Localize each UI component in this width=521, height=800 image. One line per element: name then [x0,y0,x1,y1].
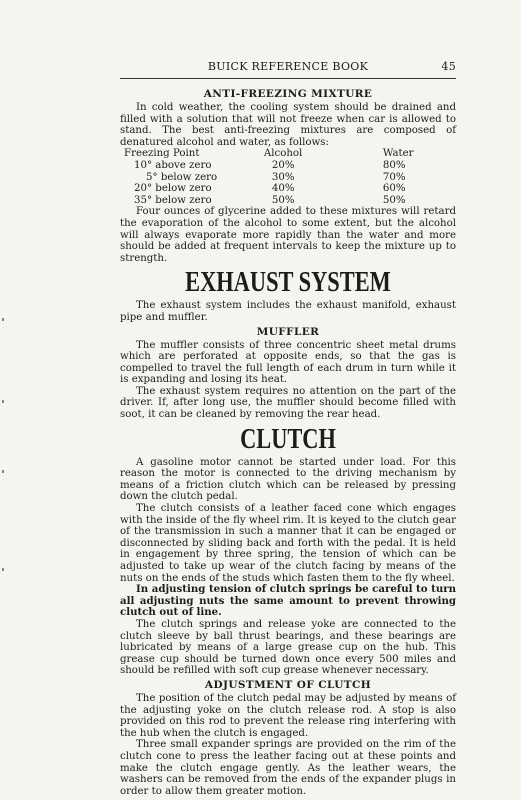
margin-mark [2,568,4,571]
page-body [120,86,456,797]
table-cell: 60% [382,183,406,195]
table-cell: 35° below zero [134,194,212,206]
chapter-heading-exhaust: EXHAUST SYSTEM [185,267,391,299]
book-title: BUICK REFERENCE BOOK [207,60,369,73]
page-number: 45 [441,60,456,73]
table-cell: 20° below zero [134,183,212,195]
margin-mark [2,318,4,321]
table-header: Freezing Point [124,148,200,160]
table-row [124,183,456,195]
table-cell: 70% [382,171,406,183]
adjustment-paragraph: The position of the clutch pedal may be adjusted by means of the adjusting yoke on the clutch release rod. A stop is also provided on this rod to prevent the release ring interfering with the hub when the clutch is engaged. [120,692,456,739]
table-header: Water [382,148,414,160]
anti-freezing-intro: In cold weather, the cooling system should be drained and filled with a solution that will not freeze when car is allowed to stand. The best anti-freezing mixtures are composed of denatured alcohol and water, as follows: [120,102,456,148]
table-row [124,160,456,172]
table-cell: 50% [271,194,295,206]
margin-mark [2,470,4,473]
table-row [124,172,456,184]
freezing-table [124,148,456,206]
chapter-heading-clutch: CLUTCH [240,423,336,455]
table-cell: 5° below zero [146,171,218,183]
section-heading-adjustment: ADJUSTMENT OF CLUTCH [204,678,372,691]
clutch-paragraph: A gasoline motor cannot be started under load. For this reason the motor is connected to the driving mechanism by means of a friction clutch which can be released by pressing down the clutch pedal. [120,456,456,503]
table-cell: 30% [271,171,295,183]
section-heading-muffler: MUFFLER [256,325,320,338]
muffler-paragraph: The muffler consists of three concentric sheet metal drums which are perforated at opposite ends, so that the gas is compelled to travel the full length of each drum in turn while it is expanding and losing its heat. [120,339,456,386]
table-row [124,195,456,207]
anti-freezing-after: Four ounces of glycerine added to these mixtures will retard the evaporation of the alcohol to some extent, but the alcohol will always evaporate more rapidly than the water and more should be added at frequent intervals to keep the mixture up to strength. [120,206,456,264]
table-cell: 50% [382,194,406,206]
clutch-paragraph: The clutch springs and release yoke are connected to the clutch sleeve by ball thrust bearings, and these bearings are lubricated by means of a large grease cup on the hub. This grease cup should be turned down once every 500 miles and should be refilled with soft cup grease whenever necessary. [120,618,456,677]
table-cell: 40% [271,183,295,195]
table-cell: 80% [382,159,406,171]
exhaust-intro: The exhaust system includes the exhaust manifold, exhaust pipe and muffler. [120,300,456,323]
table-cell: 10° above zero [134,159,212,171]
table-header: Alcohol [263,148,303,160]
section-heading-anti-freezing: ANTI-FREEZING MIXTURE [203,88,373,100]
table-header-row [124,148,456,160]
clutch-warning: In adjusting tension of clutch springs be careful to turn all adjusting nuts the same amount to prevent throwing clutch out of line. [120,583,456,619]
clutch-paragraph: The clutch consists of a leather faced cone which engages with the inside of the fly wheel rim. It is keyed to the clutch gear of the transmission in such a manner that it can be engaged or disconnected by sliding back and forth with the pedal. It is held in engagement by three spring, the tension of which can be adjusted to take up wear of the clutch facing by means of the nuts on the ends of the studs which fasten them to the fly wheel. [120,503,456,584]
adjustment-paragraph: Three small expander springs are provided on the rim of the clutch cone to press the leather facing out at these points and make the clutch engage gently. As the leather wears, the washers can be removed from the ends of the expander plugs in order to allow them greater motion. [120,739,456,797]
table-cell: 20% [271,159,295,171]
running-header [120,60,456,79]
margin-mark [2,400,4,403]
muffler-paragraph: The exhaust system requires no attention on the part of the driver. If, after long use, the muffler should become filled with soot, it can be cleaned by removing the rear head. [120,385,456,421]
